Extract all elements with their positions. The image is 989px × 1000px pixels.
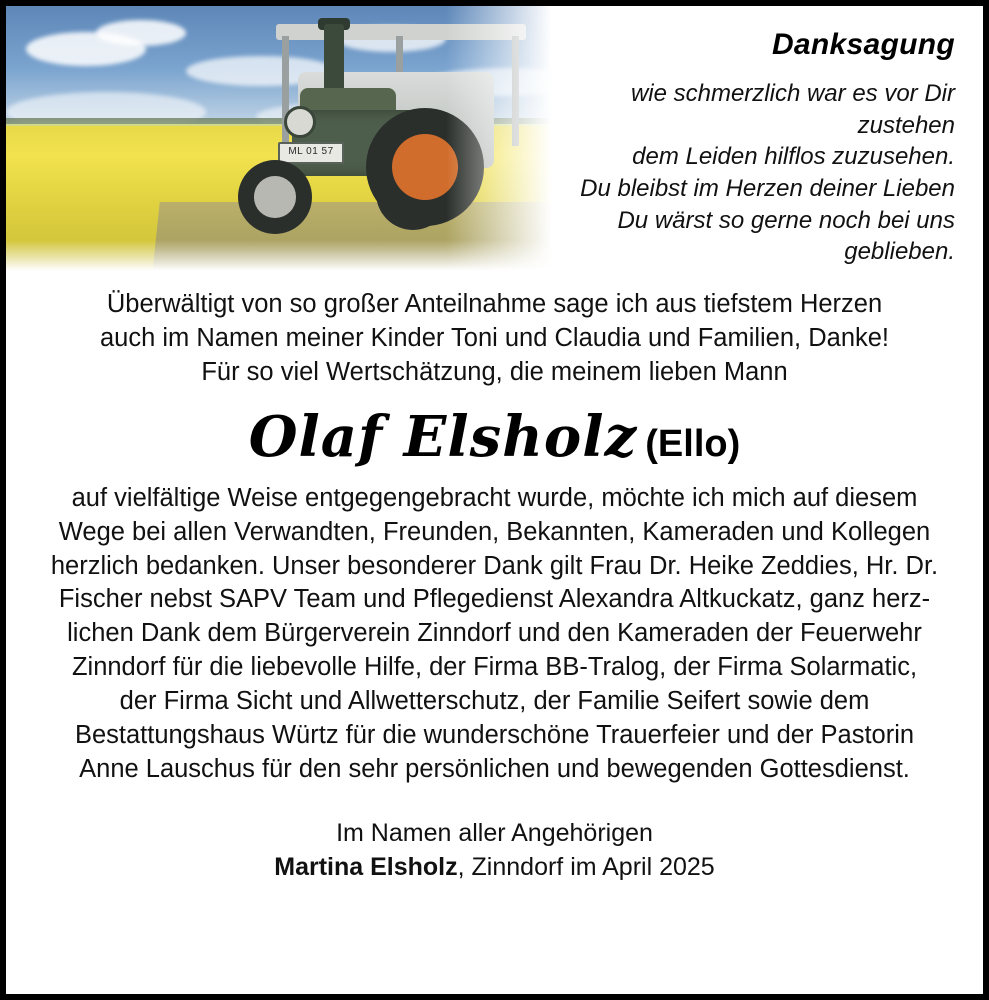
verse-line-4: Du wärst so gerne noch bei uns geblieben. xyxy=(617,206,955,266)
body-line-1: auf vielfältige Weise entgegengebracht wurde, möchte ich mich auf diesem xyxy=(71,483,918,512)
license-plate: ML 01 57 xyxy=(278,142,344,164)
signature-name: Martina Elsholz xyxy=(274,852,458,881)
body-line-6: Zinndorf für die liebevolle Hilfe, der Firma BB-Tralog, der Firma Solarmatic, xyxy=(71,653,918,682)
photo-fade-bottom xyxy=(6,240,566,274)
intro-line-2: auch im Namen meiner Kinder Toni und Claudia und Familien, Danke! xyxy=(99,323,890,352)
closing-line: Im Namen aller Angehörigen xyxy=(336,818,653,847)
page-title: Danksagung xyxy=(771,28,955,61)
verse-block xyxy=(566,6,983,274)
headlight-icon xyxy=(284,106,316,138)
intro-line-3: Für so viel Wertschätzung, die meinem lieben Mann xyxy=(201,357,788,386)
exhaust-stack xyxy=(324,24,344,98)
tractor-front-wheel xyxy=(238,160,312,234)
top-band xyxy=(6,6,983,274)
body-line-8: Bestattungshaus Würtz für die wunderschöne Trauerfeier und der Pastorin xyxy=(74,721,915,750)
closing-block xyxy=(32,817,957,885)
photo-fade-right xyxy=(446,6,566,274)
body-line-2: Wege bei allen Verwandten, Freunden, Bekannten, Kameraden und Kollegen xyxy=(58,517,931,546)
signature-line xyxy=(32,851,957,885)
tractor-photo xyxy=(6,6,566,274)
body-line-4: Fischer nebst SAPV Team und Pflegedienst Alexandra Altkuckatz, ganz herz- xyxy=(58,585,931,614)
body-line-7: der Firma Sicht und Allwetterschutz, der Familie Seifert sowie dem xyxy=(119,687,870,716)
cloud-icon xyxy=(96,20,186,46)
verse-line-1: wie schmerzlich war es vor Dir zustehen xyxy=(630,80,955,139)
body-line-5: lichen Dank dem Bürgerverein Zinndorf und den Kameraden der Feuerwehr xyxy=(67,619,922,648)
intro-line-1: Überwältigt von so großer Anteilnahme sage ich aus tiefstem Herzen xyxy=(106,290,883,318)
deceased-name-line xyxy=(32,404,957,470)
deceased-name: Olaf Elsholz xyxy=(248,403,638,470)
body-line-3: herzlich bedanken. Unser besonderer Dank gilt Frau Dr. Heike Zeddies, Hr. Dr. xyxy=(50,551,939,580)
signature-place-date: , Zinndorf im April 2025 xyxy=(457,852,715,881)
thank-you-text xyxy=(32,482,957,787)
notice-body xyxy=(6,274,983,884)
intro-text xyxy=(32,288,957,390)
body-line-9: Anne Lauschus für den sehr persönlichen und bewegenden Gottesdienst. xyxy=(79,754,910,783)
verse-line-3: Du bleibst im Herzen deiner Lieben xyxy=(580,175,955,203)
deceased-nickname: (Ello) xyxy=(645,422,741,465)
verse-line-2: dem Leiden hilflos zuzusehen. xyxy=(632,143,955,171)
